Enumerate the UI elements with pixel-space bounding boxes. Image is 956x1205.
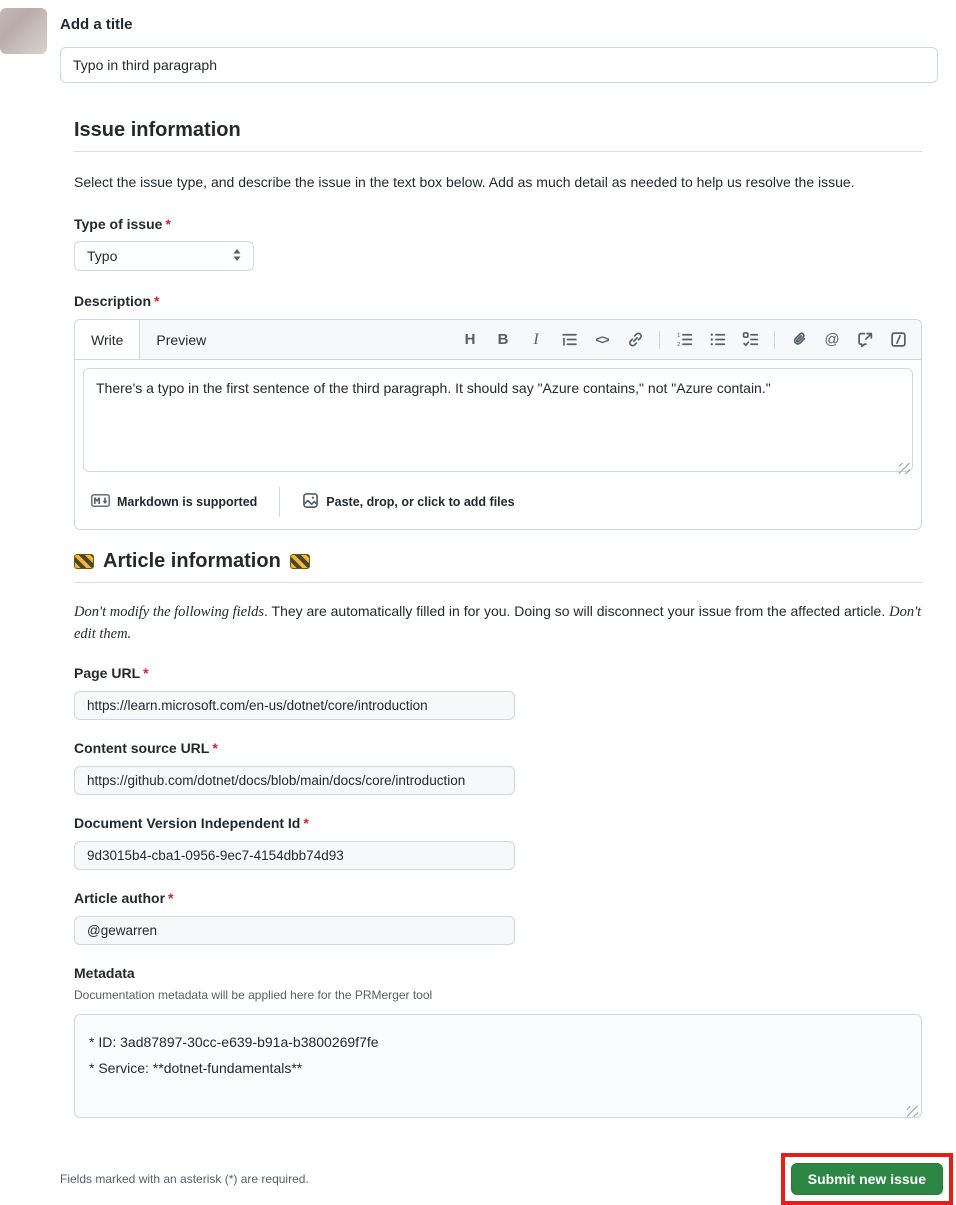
svg-text:1: 1 <box>676 332 680 339</box>
note-regular: . They are automatically filled in for you. Doing so will disconnect your issue from the affected article. <box>263 603 890 619</box>
note-italic-1: Don't modify the following fields <box>74 604 264 620</box>
type-of-issue-label-text: Type of issue <box>74 216 163 232</box>
code-icon[interactable]: <> <box>595 332 609 347</box>
heading-icon[interactable]: H <box>464 331 476 348</box>
tab-preview[interactable]: Preview <box>156 331 207 348</box>
construction-icon <box>74 554 94 569</box>
page-url-input[interactable] <box>74 691 515 720</box>
form-footer <box>60 1153 953 1205</box>
svg-text:2: 2 <box>676 341 680 348</box>
required-asterisk: * <box>165 216 171 232</box>
markdown-supported-label: Markdown is supported <box>117 495 258 509</box>
quote-icon[interactable] <box>556 327 582 353</box>
page-url-label-text: Page URL <box>74 665 141 681</box>
unordered-list-icon[interactable] <box>704 327 730 353</box>
page-url-group <box>74 665 922 720</box>
title-label: Add a title <box>60 16 133 33</box>
markdown-editor <box>74 319 922 530</box>
construction-icon <box>290 554 310 569</box>
description-label <box>74 293 922 309</box>
attach-files-button[interactable] <box>302 492 514 512</box>
resize-handle[interactable] <box>899 463 910 474</box>
image-icon <box>302 492 319 512</box>
avatar <box>0 8 47 54</box>
tab-write[interactable]: Write <box>75 320 140 359</box>
description-textarea[interactable] <box>83 368 913 472</box>
attach-files-label: Paste, drop, or click to add files <box>326 495 515 509</box>
article-author-label <box>74 890 922 906</box>
editor-toolbar <box>457 320 921 359</box>
attach-file-icon[interactable] <box>786 327 812 353</box>
issue-information-heading <box>74 119 922 152</box>
document-version-id-input[interactable] <box>74 841 515 870</box>
required-asterisk: * <box>154 293 160 309</box>
title-input[interactable] <box>60 47 938 83</box>
article-info-note <box>74 601 922 645</box>
editor-footer <box>75 483 921 529</box>
bold-icon[interactable]: B <box>497 331 509 348</box>
article-author-input[interactable] <box>74 916 515 945</box>
cross-reference-icon[interactable] <box>852 327 878 353</box>
task-list-icon[interactable] <box>737 327 763 353</box>
required-asterisk: * <box>303 815 309 831</box>
footer-divider <box>279 487 280 517</box>
type-of-issue-label <box>74 216 922 232</box>
content-source-url-label-text: Content source URL <box>74 740 210 756</box>
metadata-group <box>74 965 922 1123</box>
markdown-supported-link[interactable] <box>91 494 257 510</box>
document-version-id-group <box>74 815 922 870</box>
document-version-id-label-text: Document Version Independent Id <box>74 815 301 831</box>
metadata-label: Metadata <box>74 965 135 981</box>
toolbar-divider <box>659 331 660 349</box>
required-asterisk: * <box>212 740 218 756</box>
link-icon[interactable] <box>622 327 648 353</box>
article-author-group <box>74 890 922 945</box>
italic-icon[interactable]: I <box>533 330 539 348</box>
article-information-heading-text: Article information <box>103 550 281 572</box>
red-annotation-box <box>781 1153 953 1205</box>
new-issue-form <box>60 0 938 1205</box>
article-information-heading <box>74 550 922 583</box>
numbered-list-icon[interactable] <box>671 327 697 353</box>
required-asterisk: * <box>143 665 149 681</box>
editor-tab-bar <box>75 320 921 360</box>
required-fields-note: Fields marked with an asterisk (*) are required. <box>60 1172 309 1186</box>
issue-intro-text: Select the issue type, and describe the issue in the text box below. Add as much detail as needed to help us resolve the issue. <box>74 174 855 190</box>
page-url-label <box>74 665 922 681</box>
submit-new-issue-button[interactable]: Submit new issue <box>791 1163 943 1195</box>
resize-handle[interactable] <box>907 1106 918 1117</box>
metadata-textarea[interactable] <box>74 1014 922 1118</box>
issue-information-heading-text: Issue information <box>74 119 241 141</box>
metadata-help-text: Documentation metadata will be applied here for the PRMerger tool <box>74 988 433 1002</box>
document-version-id-label <box>74 815 922 831</box>
content-source-url-group <box>74 740 922 795</box>
select-updown-icon <box>231 248 243 265</box>
type-of-issue-select[interactable] <box>74 241 254 271</box>
required-asterisk: * <box>168 890 174 906</box>
content-source-url-input[interactable] <box>74 766 515 795</box>
note-italic-2: Don't edit them. <box>74 604 922 642</box>
mention-icon[interactable]: @ <box>824 331 840 348</box>
content-source-url-label <box>74 740 922 756</box>
type-of-issue-selected-value: Typo <box>87 248 118 264</box>
article-author-label-text: Article author <box>74 890 166 906</box>
description-label-text: Description <box>74 293 152 309</box>
markdown-icon <box>91 494 110 510</box>
editor-body <box>75 360 921 483</box>
slash-command-icon[interactable] <box>885 327 911 353</box>
toolbar-divider <box>774 331 775 349</box>
